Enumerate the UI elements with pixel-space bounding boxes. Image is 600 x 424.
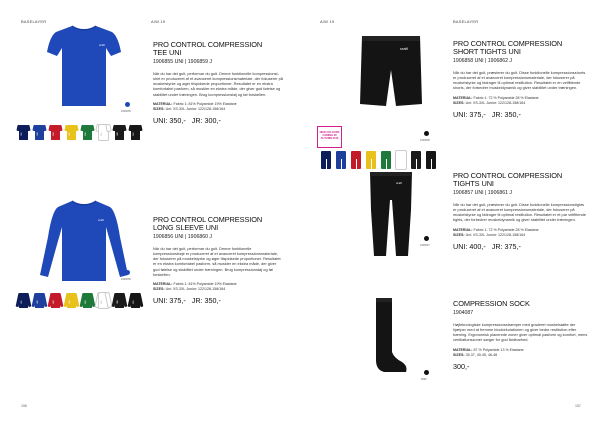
- tee-product-info: [153, 41, 283, 125]
- tee-color-code: 1906855: [121, 110, 131, 113]
- swatch: 1430: [65, 293, 78, 308]
- page-number: 156: [21, 404, 27, 408]
- product-specs: MATERIAL: Fabric 1: 72 % Polyamide 28 % Elastane SIZES: Uni: XS-3XL Junior: 122/128-158/164: [453, 95, 539, 105]
- product-title: PRO CONTROL COMPRESSION: [453, 171, 563, 180]
- product-price: UNI: 375,- JR: 350,-: [453, 109, 521, 119]
- swatch: 1651: [97, 293, 110, 308]
- swatch: 1336: [17, 125, 30, 140]
- svg-text:craft: craft: [99, 43, 105, 47]
- swatch: 1336: [17, 293, 30, 308]
- swatch: [350, 151, 362, 169]
- product-description: När du har det gult, performar du gult. Denne funktionelle kompressionst-shirt er produceret af et avanceret kompressionsmateriale, der fokuserer på muskelstyrke og øger tilspidsede proportioner. Resultatet er en ekstra komfortabel pasform, så muskler en ekstra måde, der giver god følelse og stabilitet under træningen. Brug kompressionstøj og føl forskellen.: [153, 70, 283, 97]
- swatch: 9999: [129, 125, 142, 140]
- sock-color-dot: [424, 370, 429, 375]
- product-title: PRO CONTROL COMPRESSION: [453, 39, 563, 48]
- tee-product-image: [46, 22, 122, 108]
- short-tights-product-info: [453, 40, 588, 119]
- new-colours-badge: NEW COLOURS COMING IN AUTUMN 2019: [317, 126, 342, 148]
- section-label: BASELAYER: [21, 19, 47, 24]
- long-sleeve-color-code: 1906856: [121, 278, 131, 281]
- product-specs: MATERIAL: Fabric 1: 81% Polyamide 19% Elastane SIZES: Uni: XS-3XL Junior: 122/128-158/164: [153, 282, 237, 292]
- swatch: 1300: [113, 125, 126, 140]
- short-tights-color-dot: [424, 131, 429, 136]
- tights-product-image: [366, 170, 416, 258]
- long-sleeve-product-info: [153, 216, 283, 305]
- product-price: UNI: 350,- JR: 300,-: [153, 115, 221, 125]
- product-numbers: 1904087: [453, 309, 474, 316]
- tights-color-code: 1906857: [420, 244, 430, 247]
- product-numbers: 1906858 UNI | 1906862 J: [453, 57, 513, 64]
- svg-text:craft: craft: [98, 218, 104, 222]
- product-description: Når du har det gult, præsterer du gult. Disse funktionelle kompressionsshorts er produceret af et avanceret kompressionsmateriale, der fokuserer på muskelstyrke og bidrager til optimal restitution. Resultatet er en velfittende shorts, der forbedrer muskeldynamik og giver stabilitet under træningen.: [453, 69, 586, 91]
- swatch: 5390: [81, 125, 94, 140]
- product-price: UNI: 375,- JR: 350,-: [153, 296, 221, 306]
- product-title: PRO CONTROL COMPRESSION: [153, 215, 263, 224]
- tee-color-swatches: [17, 125, 142, 140]
- swatch: 1651: [97, 125, 110, 140]
- product-title-2: TEE UNI: [153, 48, 182, 57]
- swatch: 1430: [33, 125, 46, 140]
- swatch: [335, 151, 347, 169]
- product-title-2: SHORT TIGHTS UNI: [453, 47, 521, 56]
- product-numbers: 1906857 UNI | 1906861 J: [453, 189, 513, 196]
- swatch: [425, 151, 437, 169]
- product-price: 300,-: [453, 361, 470, 371]
- section-label: BASELAYER: [453, 19, 479, 24]
- product-numbers: 1906855 UNI | 1906859 J: [153, 58, 213, 65]
- short-tights-product-image: [356, 34, 426, 108]
- tee-color-dot: [125, 102, 130, 107]
- product-specs: MATERIAL: Fabric 1: 72 % Polyamide 28 % Elastane SIZES: Uni: XS-3XL Junior: 122/128-158/164: [453, 227, 539, 237]
- tights-product-info: [453, 172, 588, 251]
- swatch: 1300: [113, 293, 126, 308]
- product-title: COMPRESSION SOCK: [453, 299, 530, 308]
- product-description: Når du har det gult, præsterer du gult. Disse funktionelle kompressionstights er produceret af et avanceret kompressionsmateriale, der fokuserer på muskelstyrke og bidrager til optimal restitution. Resultatet er et par velfittende tights, der forbedrer muskeldynamik og giver stabilitet under træningen.: [453, 201, 586, 223]
- long-sleeve-color-swatches: [17, 293, 142, 308]
- sock-color-code: 9999: [421, 378, 427, 381]
- swatch: [365, 151, 377, 169]
- swatch: 2430: [49, 125, 62, 140]
- product-description: Højteknologiske kompressionsstrømper med graderet muskelstøtte der hjælper med at fremme blodcirkulationen og giver bedre restitution efter træning. Ergonomisk placerede zoner giver optimal pasform og komfort, mens ventilationszoner sørger for god åndbarhed.: [453, 321, 588, 343]
- swatch: [395, 151, 407, 169]
- long-sleeve-color-dot: [125, 270, 130, 275]
- swatch: 1430: [33, 293, 46, 308]
- short-tights-color-swatches: [320, 151, 437, 169]
- product-numbers: 1906856 UNI | 1906860 J: [153, 233, 213, 240]
- svg-text:craft: craft: [396, 181, 402, 185]
- product-specs: MATERIAL: 87 % Polyamide 13 % Elastane SIZES: 35-37, 40-45, 46-48: [453, 347, 524, 357]
- swatch: [380, 151, 392, 169]
- product-price: UNI: 400,- JR: 375,-: [453, 241, 521, 251]
- swatch: 9999: [129, 293, 142, 308]
- swatch: 2430: [49, 293, 62, 308]
- compression-sock-product-image: [370, 296, 410, 376]
- compression-sock-product-info: [453, 300, 588, 371]
- short-tights-color-code: 1906858: [420, 139, 430, 142]
- page-number: 157: [575, 404, 581, 408]
- season-label: A/W 19: [320, 19, 335, 24]
- tights-color-dot: [424, 236, 429, 241]
- long-sleeve-product-image: [38, 197, 130, 283]
- product-specs: MATERIAL: Fabric 1: 81% Polyamide 19% Elastane SIZES: Uni: XS-3XL Junior: 122/128-158/164: [153, 101, 237, 111]
- product-description: När du har det gult, performar du gult. Denne funktionelle kompressionstrøje er produceret af et avanceret kompressionsmateriale, der fokuserer på muskelstyrke og øger tilspidsede proportioner. Resultatet er en ekstra komfortabel pasform, så muskler en ekstra måde, der giver god følelse og stabilitet under træningen. Brug kompressionstøj og føl forskellen.: [153, 245, 281, 277]
- swatch: 1430: [65, 125, 78, 140]
- right-page: [300, 0, 600, 424]
- product-title-2: LONG SLEEVE UNI: [153, 223, 219, 232]
- svg-text:craft: craft: [400, 46, 408, 51]
- swatch: 5390: [81, 293, 94, 308]
- swatch: [320, 151, 332, 169]
- swatch: [410, 151, 422, 169]
- product-title-2: TIGHTS UNI: [453, 179, 494, 188]
- season-label: A/W 19: [151, 19, 166, 24]
- product-title: PRO CONTROL COMPRESSION: [153, 40, 263, 49]
